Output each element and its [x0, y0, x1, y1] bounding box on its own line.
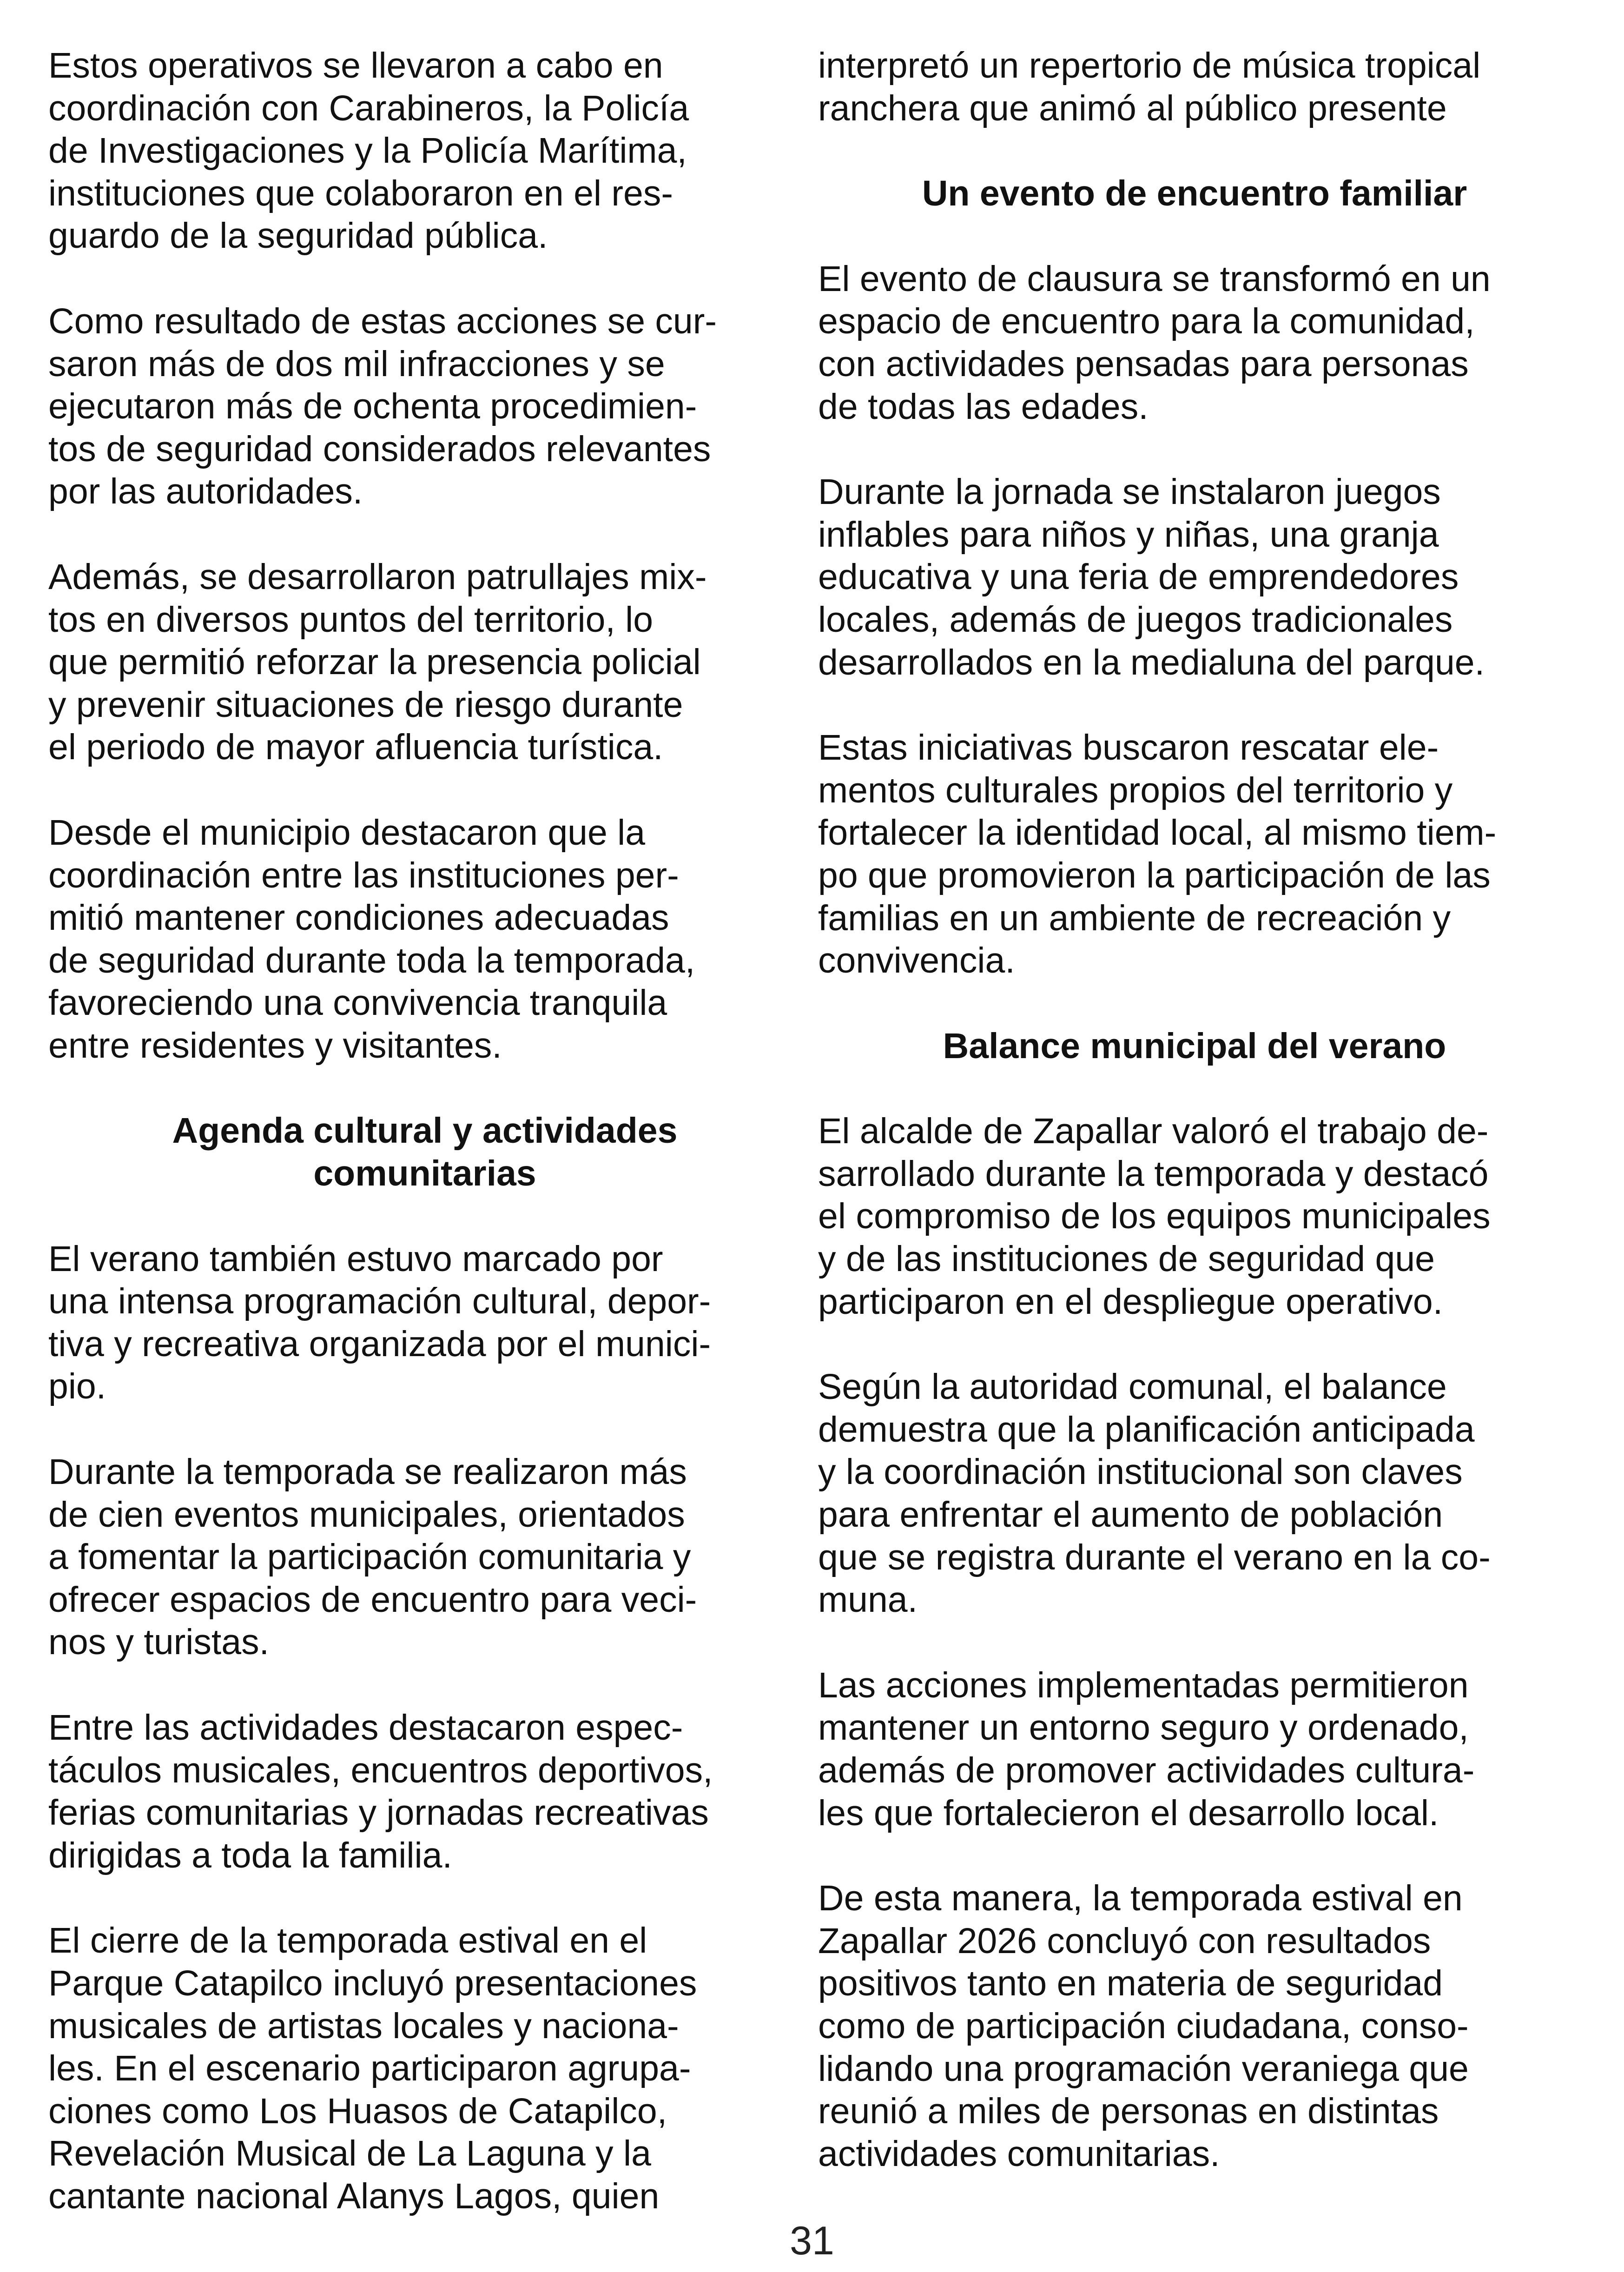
paragraph: Estos operativos se llevaron a cabo en coordinación con Carabineros, la Policía de Investigaciones y la Policía Marítima, instituciones que colaboraron en el res- guardo de la seguridad pública.: [48, 46, 689, 256]
paragraph: Entre las actividades destacaron espec- táculos musicales, encuentros deportivos, ferias comunitarias y jornadas recreativas dirigidas a toda la familia.: [48, 1708, 713, 1875]
paragraph: El verano también estuvo marcado por una intensa programación cultural, depor- tiva y recreativa organizada por el munici- pio.: [48, 1239, 711, 1407]
paragraph: Durante la temporada se realizaron más de cien eventos municipales, orientados a fomentar la participación comunitaria y ofrecer espacios de encuentro para veci- nos y turistas.: [48, 1452, 697, 1663]
right-column: [818, 45, 1571, 2218]
paragraph: Las acciones implementadas permitieron mantener un entorno seguro y ordenado, además de promover actividades cultura- les que fortalecieron el desarrollo local.: [818, 1665, 1475, 1833]
paragraph: Como resultado de estas acciones se cur- saron más de dos mil infracciones y se ejecutaron más de ochenta procedimien- tos de seguridad considerados relevantes por las autoridades.: [48, 301, 717, 512]
section-heading: Balance municipal del verano: [943, 1026, 1446, 1066]
paragraph: Además, se desarrollaron patrullajes mix- tos en diversos puntos del territorio, lo que permitió reforzar la presencia policial y prevenir situaciones de riesgo durante el periodo de mayor afluencia turística.: [48, 556, 707, 768]
page-number: 31: [790, 2219, 834, 2263]
paragraph: Estas iniciativas buscaron rescatar ele- mentos culturales propios del territorio y fortalecer la identidad local, al mismo tiem- po que promovieron la participación de las familias en un ambiente de recreación y convivencia.: [818, 728, 1497, 981]
section-heading: Agenda cultural y actividades comunitarias: [172, 1111, 678, 1194]
paragraph: Según la autoridad comunal, el balance demuestra que la planificación anticipada y la coordinación institucional son claves para enfrentar el aumento de población que se registra durante el verano en la co- muna.: [818, 1367, 1491, 1620]
paragraph: El alcalde de Zapallar valoró el trabajo de- sarrollado durante la temporada y destacó el compromiso de los equipos municipales y de las instituciones de seguridad que participaron en el despliegue operativo.: [818, 1111, 1491, 1322]
paragraph: Durante la jornada se instalaron juegos inflables para niños y niñas, una granja educativa y una feria de emprendedores locales, además de juegos tradicionales desarrollados en la medialuna del parque.: [818, 472, 1485, 682]
section-heading: Un evento de encuentro familiar: [922, 173, 1467, 214]
paragraph: interpretó un repertorio de música tropical ranchera que animó al público presente: [818, 46, 1481, 128]
paragraph: El cierre de la temporada estival en el Parque Catapilco incluyó presentaciones musicales de artistas locales y naciona- les. En el escenario participaron agrupa- ciones como Los Huasos de Catapilco, Revelación Musical de La Laguna y la cantante nacional Alanys Lagos, quien: [48, 1921, 697, 2216]
paragraph: De esta manera, la temporada estival en Zapallar 2026 concluyó con resultados positivos tanto en materia de seguridad como de participación ciudadana, conso- lidando una programación veraniega que reunió a miles de personas en distintas actividades comunitarias.: [818, 1878, 1469, 2174]
paragraph: El evento de clausura se transformó en un espacio de encuentro para la comunidad, con actividades pensadas para personas de todas las edades.: [818, 258, 1491, 427]
paragraph: Desde el municipio destacaron que la coordinación entre las instituciones per- mitió mantener condiciones adecuadas de seguridad durante toda la temporada, favoreciendo una convivencia tranquila entre residentes y visitantes.: [48, 812, 695, 1066]
left-column: [48, 45, 801, 2261]
